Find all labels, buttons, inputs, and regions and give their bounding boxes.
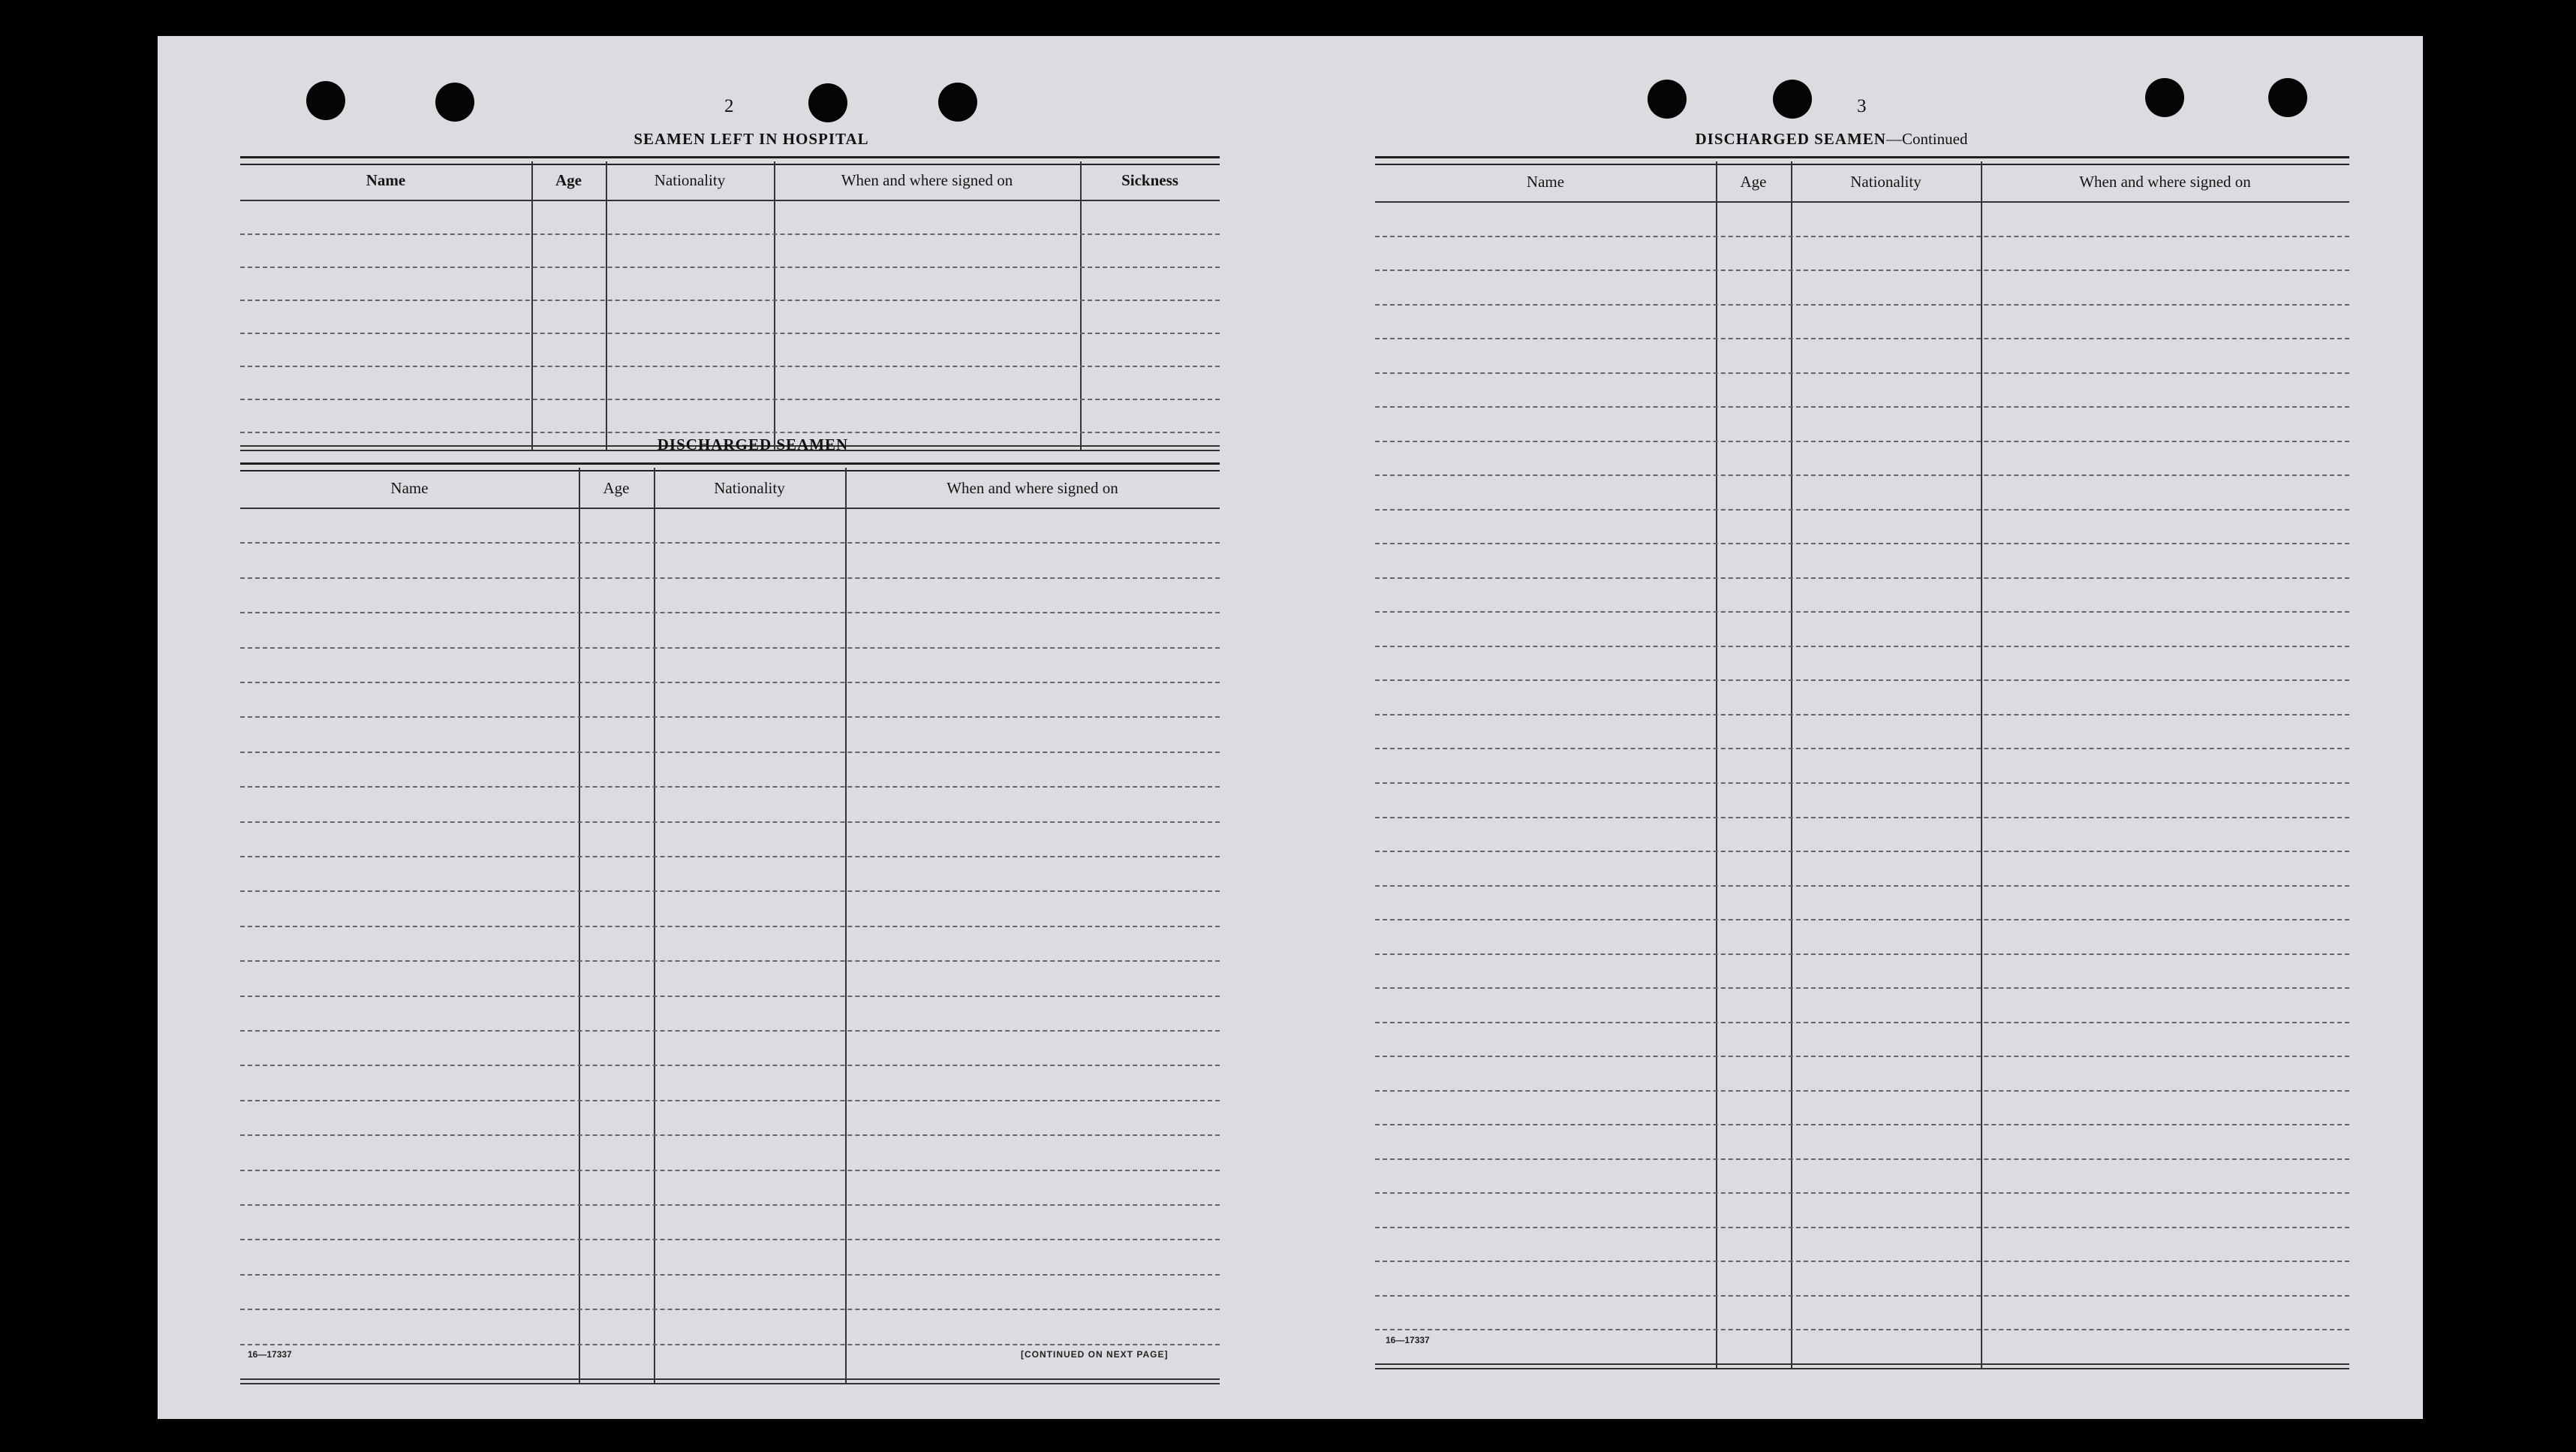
table-row-line: [1375, 372, 2349, 374]
table-row-line: [240, 1100, 1220, 1101]
form-code-left: 16—17337: [248, 1349, 292, 1360]
table-row-line: [240, 926, 1220, 927]
table-row-line: [1375, 474, 2349, 476]
col-header-name: Name: [366, 171, 406, 189]
punch-hole: [1773, 80, 1812, 119]
table-row-line: [1375, 1124, 2349, 1125]
table-row-line: [240, 1274, 1220, 1276]
discharged-continued-title: [1659, 130, 2004, 149]
form-code-right: 16—17337: [1386, 1335, 1430, 1345]
table-row-line: [240, 856, 1220, 857]
table-row-line: [240, 890, 1220, 892]
table-row-line: [1375, 1090, 2349, 1092]
table-row-line: [1375, 304, 2349, 306]
discharged-section-title: DISCHARGED SEAMEN: [657, 435, 849, 453]
table-row-line: [240, 542, 1220, 544]
punch-hole: [435, 83, 474, 122]
table-row-line: [1375, 509, 2349, 511]
table-row-line: [1375, 441, 2349, 442]
discharged-continued-title-main: DISCHARGED SEAMEN: [1695, 130, 1886, 148]
table-row-line: [240, 996, 1220, 997]
hospital-section-title: SEAMEN LEFT IN HOSPITAL: [633, 130, 869, 148]
table-row-line: [240, 1030, 1220, 1032]
table-row-line: [240, 821, 1220, 823]
discharged-continued-title-suffix: —Continued: [1885, 130, 1968, 148]
page-number-right: 3: [1857, 96, 1867, 116]
table-row-line: [1375, 714, 2349, 715]
table-row-line: [240, 1309, 1220, 1310]
discharged-table-rows: [240, 462, 1220, 1384]
col-header-age: Age: [555, 171, 582, 189]
punch-hole: [938, 83, 977, 122]
table-row-line: [240, 612, 1220, 613]
table-row-line: [240, 960, 1220, 962]
punch-hole: [2268, 78, 2307, 117]
continued-note: [CONTINUED ON NEXT PAGE]: [1021, 1349, 1169, 1360]
table-row-line: [1375, 1192, 2349, 1194]
form-sheet: [158, 36, 2423, 1419]
col-header-signed-on: When and where signed on: [946, 479, 1118, 497]
table-row-line: [1375, 646, 2349, 647]
table-row-line: [240, 647, 1220, 649]
discharged-table: [240, 462, 1220, 1384]
col-header-age: Age: [1740, 173, 1767, 191]
table-row-line: [240, 1170, 1220, 1171]
punch-hole: [1648, 80, 1687, 119]
table-row-line: [240, 1204, 1220, 1206]
table-row-line: [1375, 885, 2349, 887]
table-row-line: [1375, 953, 2349, 955]
punch-hole: [306, 81, 345, 120]
discharged-continued-table: [1375, 156, 2349, 1369]
discharged-continued-rows: [1375, 156, 2349, 1369]
table-row-line: [240, 1239, 1220, 1240]
table-row-line: [240, 716, 1220, 718]
table-row-line: [1375, 577, 2349, 579]
table-row-line: [1375, 679, 2349, 681]
punch-hole: [808, 83, 847, 122]
table-row-line: [240, 682, 1220, 683]
col-header-name: Name: [390, 479, 429, 497]
table-row-line: [1375, 748, 2349, 749]
col-header-nationality: Nationality: [714, 479, 785, 497]
table-row-line: [240, 786, 1220, 788]
table-row-line: [240, 1065, 1220, 1066]
table-row-line: [1375, 406, 2349, 408]
punch-hole: [2145, 78, 2184, 117]
col-header-signed-on: When and where signed on: [841, 171, 1013, 189]
table-row-line: [1375, 987, 2349, 989]
table-row-line: [1375, 543, 2349, 544]
table-row-line: [1375, 1056, 2349, 1057]
table-row-line: [1375, 1022, 2349, 1023]
table-row-line: [1375, 782, 2349, 784]
hospital-table: [240, 156, 1220, 450]
table-row-line: [1375, 1261, 2349, 1262]
table-row-line: [1375, 1295, 2349, 1297]
table-row-line: [1375, 1227, 2349, 1228]
col-header-name: Name: [1526, 173, 1565, 191]
table-row-line: [1375, 817, 2349, 818]
col-header-age: Age: [603, 479, 630, 497]
table-row-line: [1375, 851, 2349, 852]
table-row-line: [1375, 1329, 2349, 1330]
table-row-line: [240, 752, 1220, 753]
table-row-line: [1375, 919, 2349, 920]
table-row-line: [1375, 338, 2349, 339]
table-row-line: [1375, 270, 2349, 271]
page-number-left: 2: [724, 96, 734, 116]
table-row-line: [1375, 1158, 2349, 1160]
table-row-line: [240, 577, 1220, 579]
col-header-nationality: Nationality: [1850, 173, 1921, 191]
table-row-line: [1375, 611, 2349, 613]
table-row-line: [1375, 236, 2349, 237]
table-row-line: [240, 1134, 1220, 1136]
col-header-sickness: Sickness: [1121, 171, 1178, 189]
col-header-nationality: Nationality: [654, 171, 726, 189]
table-row-line: [240, 1344, 1220, 1345]
col-header-signed-on: When and where signed on: [2079, 173, 2251, 191]
